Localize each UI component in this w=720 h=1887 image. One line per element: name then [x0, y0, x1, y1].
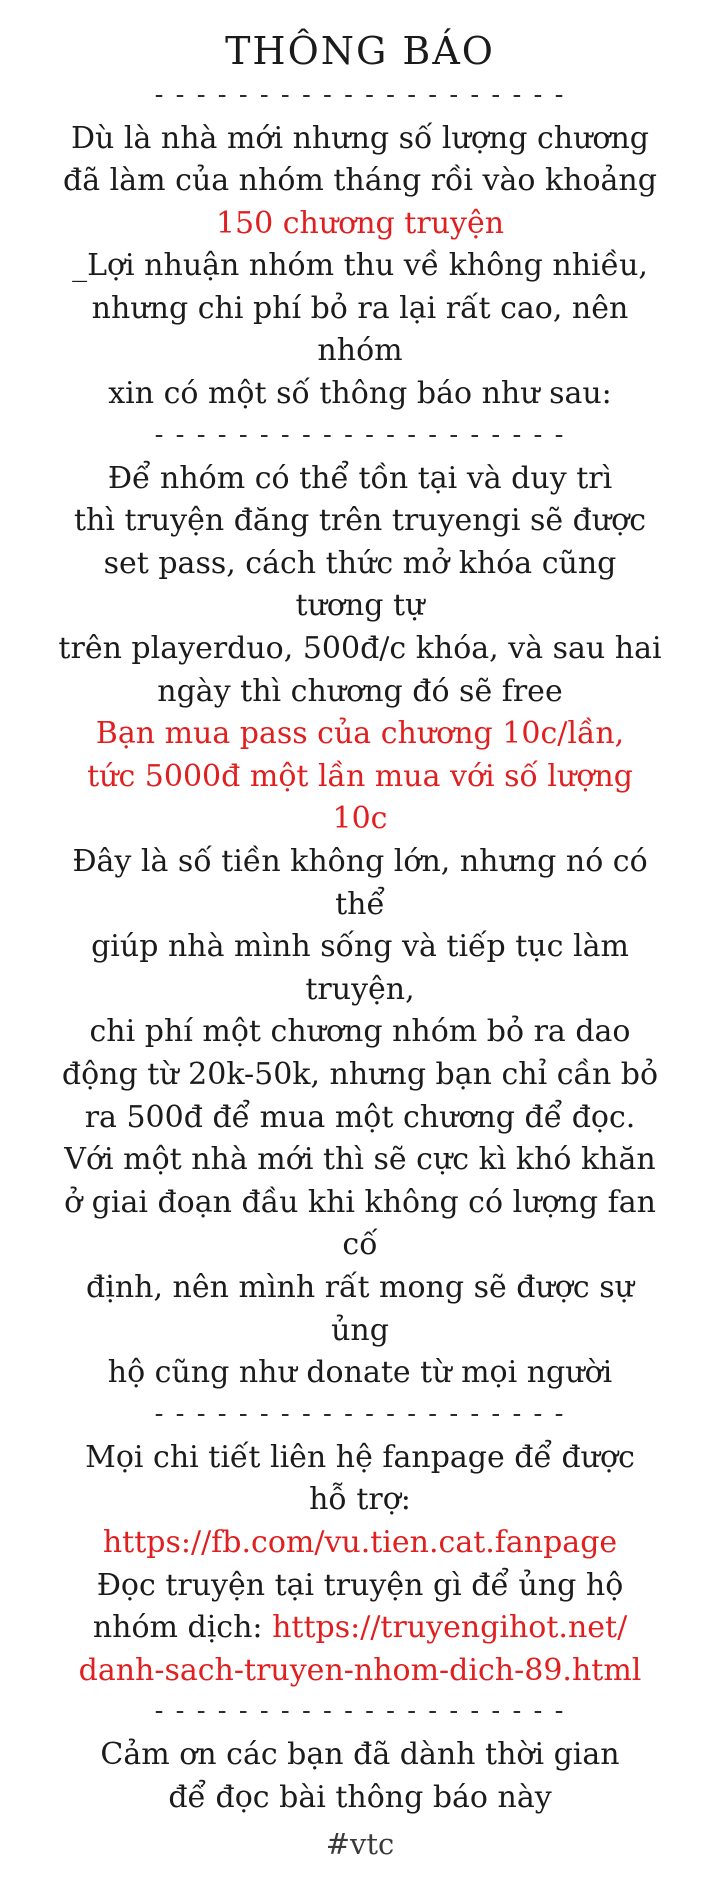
text-line-highlight: tức 5000đ một lần mua với số lượng 10c — [87, 758, 633, 837]
text-line: nhưng chi phí bỏ ra lại rất cao, nên nhóm — [91, 290, 629, 369]
text-line: ở giai đoạn đầu khi không có lượng fan cố — [64, 1184, 656, 1263]
text-line: định, nên mình rất mong sẽ được sự ủng — [86, 1269, 634, 1348]
text-line: set pass, cách thức mở khóa cũng tương tự — [103, 545, 617, 624]
divider-4: - - - - - - - - - - - - - - - - - - - - — [154, 1698, 566, 1725]
text-line: giúp nhà mình sống và tiếp tục làm truyện, — [91, 929, 629, 1007]
text-line: Để nhóm có thể tồn tại và duy trì — [107, 460, 613, 496]
text-line: đã làm của nhóm tháng rồi vào khoảng — [63, 163, 657, 199]
support-line — [58, 1479, 662, 1564]
group-label: nhóm dịch: — [92, 1610, 273, 1646]
text-line: _Lợi nhuận nhóm thu về không nhiều, — [72, 248, 648, 284]
text-line: hộ cũng như donate từ mọi người — [107, 1355, 613, 1391]
text-line: Đây là số tiền không lớn, nhưng nó có thể — [72, 844, 648, 922]
text-line: xin có một số thông báo như sau: — [108, 376, 612, 412]
text-line-highlight: Bạn mua pass của chương 10c/lần, — [95, 716, 625, 752]
divider-3: - - - - - - - - - - - - - - - - - - - - — [154, 1400, 566, 1427]
group-link-continuation — [58, 1650, 662, 1693]
group-link[interactable]: https://truyengihot.net/ — [272, 1610, 628, 1646]
text-line: thì truyện đăng trên truyengi sẽ được — [73, 503, 647, 539]
section-intro — [54, 118, 666, 416]
fanpage-link[interactable]: https://fb.com/vu.tien.cat.fanpage — [102, 1524, 618, 1560]
text-line: chi phí một chương nhóm bỏ ra dao — [89, 1014, 631, 1050]
text-line-highlight: 150 chương truyện — [215, 205, 505, 241]
text-line: động từ 20k-50k, nhưng bạn chỉ cần bỏ — [61, 1056, 659, 1092]
text-line: Đọc truyện tại truyện gì để ủng hộ — [96, 1567, 624, 1603]
text-line: để đọc bài thông báo này — [168, 1779, 552, 1815]
hashtag: #vtc — [325, 1827, 395, 1862]
section-policy — [54, 458, 666, 1395]
group-line — [58, 1607, 662, 1650]
divider-1: - - - - - - - - - - - - - - - - - - - - — [154, 81, 566, 108]
text-line: Với một nhà mới thì sẽ cực kì khó khăn — [64, 1142, 656, 1178]
section-contact — [54, 1437, 666, 1693]
group-link-path[interactable]: danh-sach-truyen-nhom-dich-89.html — [78, 1652, 642, 1688]
page-title: THÔNG BÁO — [225, 29, 495, 73]
divider-2: - - - - - - - - - - - - - - - - - - - - — [154, 421, 566, 448]
text-line: Cảm ơn các bạn đã dành thời gian — [100, 1737, 620, 1773]
support-label: hỗ trợ: — [309, 1482, 411, 1518]
section-thanks — [54, 1734, 666, 1819]
text-line: ra 500đ để mua một chương để đọc. — [84, 1099, 636, 1135]
text-line: trên playerduo, 500đ/c khóa, và sau hai — [58, 631, 662, 667]
announcement-page — [54, 0, 666, 1887]
text-line: Dù là nhà mới nhưng số lượng chương — [70, 120, 649, 156]
text-line: ngày thì chương đó sẽ free — [157, 673, 563, 709]
text-line: Mọi chi tiết liên hệ fanpage để được — [85, 1439, 635, 1475]
